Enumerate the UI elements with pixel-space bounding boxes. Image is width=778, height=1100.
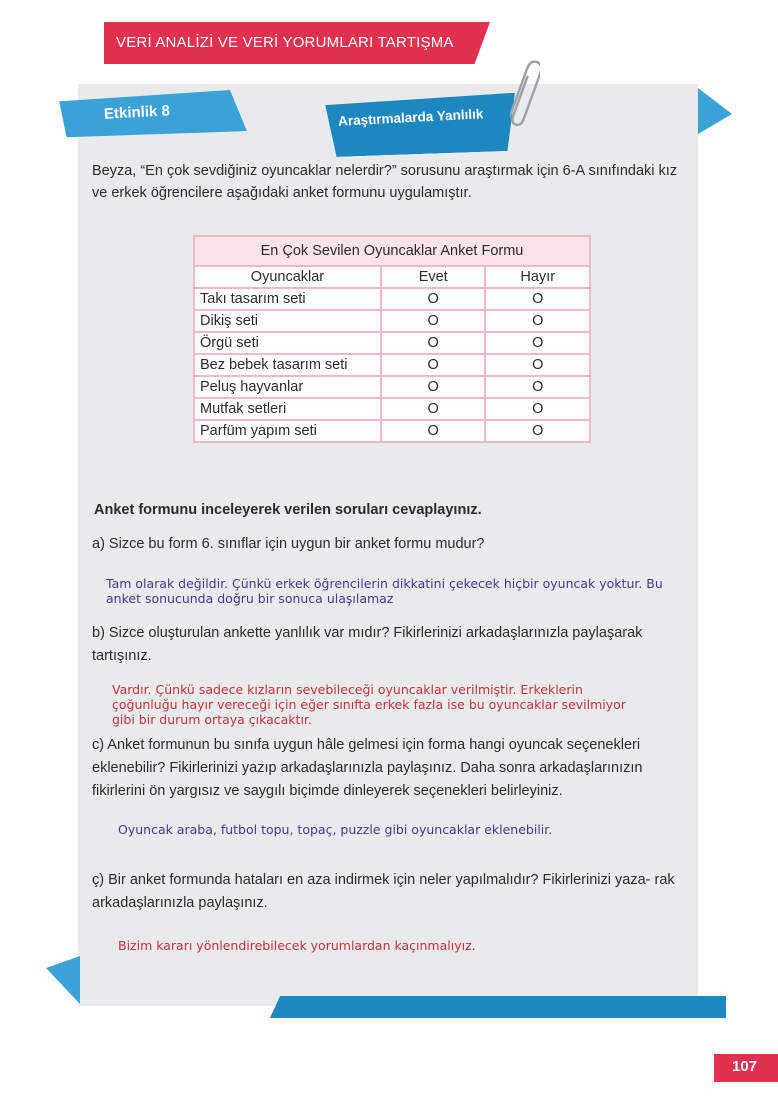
toy-name: Dikiş seti <box>194 310 381 332</box>
instruction-heading: Anket formunu inceleyerek verilen soruları cevaplayınız. <box>94 502 482 518</box>
survey-title: En Çok Sevilen Oyuncaklar Anket Formu <box>194 236 590 266</box>
question-cc: ç) Bir anket formunda hataları en aza indirmek için neler yapılmalıdır? Fikirlerinizi yaza- rak arkadaşlarınızla paylaşınız. <box>92 872 675 911</box>
table-row <box>194 376 590 398</box>
column-header: Hayır <box>485 266 590 288</box>
no-option[interactable]: O <box>485 354 590 376</box>
question-c: c) Anket formunun bu sınıfa uygun hâle gelmesi için forma hangi oyuncak seçenekleri eklenebilir? Fikirlerinizi yazıp arkadaşlarınızla paylaşınız. Daha sonra arkadaşlarınızın fikirlerini ön yargısız ve saygılı biçimde dinleyerek seçenekleri belirleyiniz. <box>92 737 643 799</box>
chapter-title: VERİ ANALİZİ VE VERİ YORUMLARI TARTIŞMA <box>116 34 454 51</box>
column-header: Oyuncaklar <box>194 266 381 288</box>
yes-option[interactable]: O <box>381 376 486 398</box>
toy-name: Parfüm yapım seti <box>194 420 381 442</box>
answer-b: Vardır. Çünkü sadece kızların sevebileceği oyuncaklar verilmiştir. Erkeklerin çoğunluğu hayır vereceği için eğer sınıfta erkek fazla ise bu oyuncaklar sevilmiyor gibi bir durum ortaya çıkacaktır. <box>112 682 626 727</box>
activity-label: Etkinlik 8 <box>103 102 171 123</box>
bottom-blue-band <box>270 996 726 1018</box>
corner-flag-bottom-left <box>46 956 80 1004</box>
toy-name: Takı tasarım seti <box>194 288 381 310</box>
yes-option[interactable]: O <box>381 310 486 332</box>
table-row <box>194 398 590 420</box>
no-option[interactable]: O <box>485 332 590 354</box>
no-option[interactable]: O <box>485 420 590 442</box>
answer-c: Oyuncak araba, futbol topu, topaç, puzzle gibi oyuncaklar eklenebilir. <box>118 822 553 837</box>
table-row <box>194 420 590 442</box>
corner-flag-top-right <box>698 88 732 134</box>
no-option[interactable]: O <box>485 376 590 398</box>
yes-option[interactable]: O <box>381 288 486 310</box>
question-b: b) Sizce oluşturulan ankette yanlılık var mıdır? Fikirlerinizi arkadaşlarınızla paylaşarak tartışınız. <box>92 625 643 664</box>
yes-option[interactable]: O <box>381 398 486 420</box>
paperclip-icon <box>510 56 540 134</box>
no-option[interactable]: O <box>485 288 590 310</box>
no-option[interactable]: O <box>485 398 590 420</box>
page-number: 107 <box>732 1058 758 1075</box>
topic-label: Araştırmalarda Yanlılık <box>337 106 484 129</box>
column-header: Evet <box>381 266 486 288</box>
table-row <box>194 332 590 354</box>
yes-option[interactable]: O <box>381 420 486 442</box>
survey-table <box>193 235 591 443</box>
toy-name: Örgü seti <box>194 332 381 354</box>
toy-name: Peluş hayvanlar <box>194 376 381 398</box>
answer-a: Tam olarak değildir. Çünkü erkek öğrencilerin dikkatini çekecek hiçbir oyuncak yoktur. Bu anket sonucunda doğru bir sonuca ulaşılamaz <box>106 576 663 606</box>
intro-paragraph: Beyza, “En çok sevdiğiniz oyuncaklar nelerdir?” sorusunu araştırmak için 6-A sınıfındaki kız ve erkek öğrencilere aşağıdaki anket formunu uygulamıştır. <box>92 163 678 201</box>
yes-option[interactable]: O <box>381 354 486 376</box>
no-option[interactable]: O <box>485 310 590 332</box>
answer-cc: Bizim kararı yönlendirebilecek yorumlardan kaçınmalıyız. <box>118 938 476 953</box>
yes-option[interactable]: O <box>381 332 486 354</box>
toy-name: Bez bebek tasarım seti <box>194 354 381 376</box>
toy-name: Mutfak setleri <box>194 398 381 420</box>
table-row <box>194 288 590 310</box>
question-a: a) Sizce bu form 6. sınıflar için uygun bir anket formu mudur? <box>92 536 485 552</box>
table-row <box>194 310 590 332</box>
table-row <box>194 354 590 376</box>
